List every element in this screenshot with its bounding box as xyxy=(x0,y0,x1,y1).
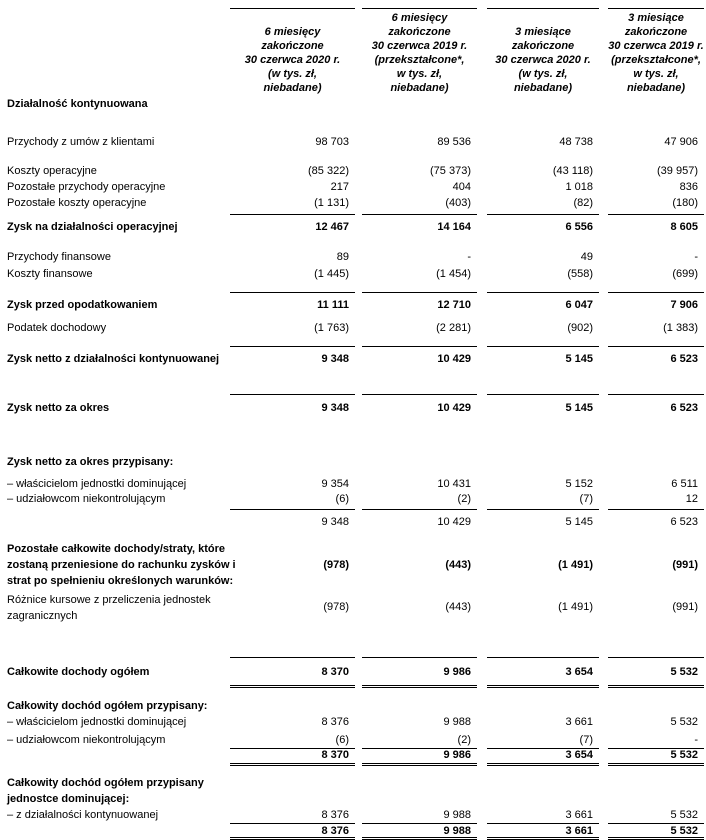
cell-value: (75 373) xyxy=(430,165,471,177)
cell-value: 404 xyxy=(452,181,471,193)
cell-value: 9 986 xyxy=(443,666,471,678)
row-label: Różnice kursowe z przeliczenia jednostek zagranicznych xyxy=(7,594,211,622)
cell-value: (6) xyxy=(335,493,349,505)
cell-value: - xyxy=(694,734,698,746)
cell-value: 5 532 xyxy=(670,809,698,821)
column-header-3m-2019: 3 miesiące zakończone 30 czerwca 2019 r. (przekształcone*, w tys. zł, niebadane) xyxy=(608,8,704,101)
cell-value: 836 xyxy=(679,181,698,193)
cell-value: 10 429 xyxy=(437,402,471,414)
rule xyxy=(608,823,704,824)
row-label: Pozostałe koszty operacyjne xyxy=(7,197,147,209)
cell-value: (1 383) xyxy=(663,322,698,334)
row-label: Koszty finansowe xyxy=(7,268,93,280)
rule xyxy=(487,394,599,395)
row-label: – z działalności kontynuowanej xyxy=(7,809,159,821)
double-rule xyxy=(230,763,355,766)
row-label: Zysk na działalności operacyjnej xyxy=(7,221,178,233)
row-label: Całkowite dochody ogółem xyxy=(7,666,150,678)
subtotal-value: 3 654 xyxy=(565,749,593,761)
rule xyxy=(608,214,704,215)
cell-value: (978) xyxy=(323,559,349,571)
cell-value: 89 536 xyxy=(437,136,471,148)
subtotal-value: 10 429 xyxy=(437,516,471,528)
cell-value: (180) xyxy=(672,197,698,209)
double-rule xyxy=(608,685,704,688)
row-label: – udziałowcom niekontrolującym xyxy=(7,493,166,505)
cell-value: (1 491) xyxy=(558,601,593,613)
rule xyxy=(608,657,704,658)
cell-value: 3 654 xyxy=(565,666,593,678)
cell-value: (978) xyxy=(323,601,349,613)
section-heading: Całkowity dochód ogółem przypisany jednostce dominującej: xyxy=(7,777,204,805)
cell-value: 98 703 xyxy=(315,136,349,148)
subtotal-value: 5 145 xyxy=(565,516,593,528)
cell-value: (991) xyxy=(672,601,698,613)
cell-value: 217 xyxy=(330,181,349,193)
cell-value: (6) xyxy=(335,734,349,746)
cell-value: 8 370 xyxy=(321,666,349,678)
cell-value: 9 348 xyxy=(321,402,349,414)
cell-value: (1 763) xyxy=(314,322,349,334)
cell-value: 8 605 xyxy=(670,221,698,233)
cell-value: (7) xyxy=(579,493,593,505)
column-header-6m-2019: 6 miesięcy zakończone 30 czerwca 2019 r. (przekształcone*, w tys. zł, niebadane) xyxy=(362,8,477,101)
cell-value: (43 118) xyxy=(552,165,593,177)
double-rule xyxy=(487,763,599,766)
cell-value: (2) xyxy=(457,734,471,746)
row-label: – udziałowcom niekontrolującym xyxy=(7,734,166,746)
rule xyxy=(230,823,355,824)
subtotal-value: 9 986 xyxy=(443,749,471,761)
cell-value: (82) xyxy=(573,197,593,209)
double-rule xyxy=(487,685,599,688)
rule xyxy=(230,509,355,510)
cell-value: 3 661 xyxy=(565,716,593,728)
row-label: Zysk przed opodatkowaniem xyxy=(7,299,158,311)
rule xyxy=(487,346,599,347)
cell-value: (2) xyxy=(457,493,471,505)
cell-value: 3 661 xyxy=(565,809,593,821)
rule xyxy=(362,214,477,215)
subtotal-value: 5 532 xyxy=(670,749,698,761)
rule xyxy=(608,346,704,347)
cell-value: 8 376 xyxy=(321,809,349,821)
rule xyxy=(487,214,599,215)
cell-value: (1 131) xyxy=(314,197,349,209)
rule xyxy=(362,509,477,510)
rule xyxy=(230,657,355,658)
section-heading: Działalność kontynuowana xyxy=(7,98,148,110)
double-rule xyxy=(362,685,477,688)
subtotal-value: 6 523 xyxy=(670,516,698,528)
row-label: Pozostałe całkowite dochody/straty, które zostaną przeniesione do rachunku zysków i strat po spełnieniu określonych warunków: xyxy=(7,543,236,587)
cell-value: 5 145 xyxy=(565,402,593,414)
cell-value: 5 532 xyxy=(670,666,698,678)
rule xyxy=(487,509,599,510)
cell-value: 8 376 xyxy=(321,716,349,728)
cell-value: 9 988 xyxy=(443,716,471,728)
rule xyxy=(230,214,355,215)
cell-value: 12 xyxy=(685,493,698,505)
cell-value: (85 322) xyxy=(308,165,349,177)
cell-value: 7 906 xyxy=(670,299,698,311)
rule xyxy=(608,292,704,293)
rule xyxy=(230,292,355,293)
cell-value: 9 988 xyxy=(443,809,471,821)
cell-value: 48 738 xyxy=(559,136,593,148)
rule xyxy=(487,823,599,824)
cell-value: (2 281) xyxy=(436,322,471,334)
rule xyxy=(362,657,477,658)
subtotal-value: 5 532 xyxy=(670,825,698,837)
cell-value: (699) xyxy=(672,268,698,280)
row-label: – właścicielom jednostki dominującej xyxy=(7,716,187,728)
column-header-3m-2020: 3 miesiące zakończone 30 czerwca 2020 r. (w tys. zł, niebadane) xyxy=(487,8,599,101)
cell-value: - xyxy=(467,251,471,263)
rule xyxy=(362,346,477,347)
cell-value: 12 710 xyxy=(437,299,471,311)
row-label: Zysk netto z działalności kontynuowanej xyxy=(7,353,220,365)
cell-value: 5 532 xyxy=(670,716,698,728)
cell-value: (558) xyxy=(567,268,593,280)
cell-value: (1 491) xyxy=(558,559,593,571)
rule xyxy=(487,292,599,293)
cell-value: 10 431 xyxy=(437,478,471,490)
row-label: Zysk netto za okres xyxy=(7,402,110,414)
cell-value: (443) xyxy=(445,601,471,613)
rule xyxy=(608,394,704,395)
subtotal-value: 8 370 xyxy=(321,749,349,761)
double-rule xyxy=(362,763,477,766)
cell-value: 12 467 xyxy=(315,221,349,233)
row-label: Pozostałe przychody operacyjne xyxy=(7,181,166,193)
cell-value: (7) xyxy=(579,734,593,746)
section-heading: Zysk netto za okres przypisany: xyxy=(7,456,174,468)
rule xyxy=(230,748,355,749)
row-label: Podatek dochodowy xyxy=(7,322,107,334)
rule xyxy=(230,394,355,395)
cell-value: (902) xyxy=(567,322,593,334)
cell-value: 6 047 xyxy=(565,299,593,311)
cell-value: 89 xyxy=(336,251,349,263)
section-heading: Całkowity dochód ogółem przypisany: xyxy=(7,700,208,712)
cell-value: (443) xyxy=(445,559,471,571)
subtotal-value: 8 376 xyxy=(321,825,349,837)
cell-value: 9 348 xyxy=(321,353,349,365)
cell-value: 5 145 xyxy=(565,353,593,365)
cell-value: 49 xyxy=(580,251,593,263)
double-rule xyxy=(608,763,704,766)
row-label: Przychody finansowe xyxy=(7,251,111,263)
rule xyxy=(608,509,704,510)
rule xyxy=(230,346,355,347)
cell-value: 11 111 xyxy=(317,299,349,311)
cell-value: (991) xyxy=(672,559,698,571)
cell-value: 6 523 xyxy=(670,353,698,365)
double-rule xyxy=(230,685,355,688)
cell-value: 14 164 xyxy=(437,221,471,233)
rule xyxy=(362,394,477,395)
cell-value: (1 454) xyxy=(436,268,471,280)
rule xyxy=(362,292,477,293)
row-label: Przychody z umów z klientami xyxy=(7,136,155,148)
cell-value: (403) xyxy=(445,197,471,209)
rule xyxy=(487,657,599,658)
cell-value: 6 556 xyxy=(565,221,593,233)
cell-value: 6 511 xyxy=(671,478,698,490)
rule xyxy=(487,748,599,749)
cell-value: 5 152 xyxy=(565,478,593,490)
cell-value: 47 906 xyxy=(664,136,698,148)
subtotal-value: 9 988 xyxy=(443,825,471,837)
rule xyxy=(362,748,477,749)
cell-value: (39 957) xyxy=(657,165,698,177)
cell-value: - xyxy=(694,251,698,263)
rule xyxy=(608,748,704,749)
row-label: – właścicielom jednostki dominującej xyxy=(7,478,187,490)
cell-value: 6 523 xyxy=(670,402,698,414)
subtotal-value: 9 348 xyxy=(321,516,349,528)
cell-value: 1 018 xyxy=(565,181,593,193)
cell-value: (1 445) xyxy=(314,268,349,280)
cell-value: 10 429 xyxy=(437,353,471,365)
subtotal-value: 3 661 xyxy=(565,825,593,837)
column-header-6m-2020: 6 miesięcy zakończone 30 czerwca 2020 r. (w tys. zł, niebadane) xyxy=(230,8,355,101)
rule xyxy=(362,823,477,824)
row-label: Koszty operacyjne xyxy=(7,165,97,177)
cell-value: 9 354 xyxy=(321,478,349,490)
